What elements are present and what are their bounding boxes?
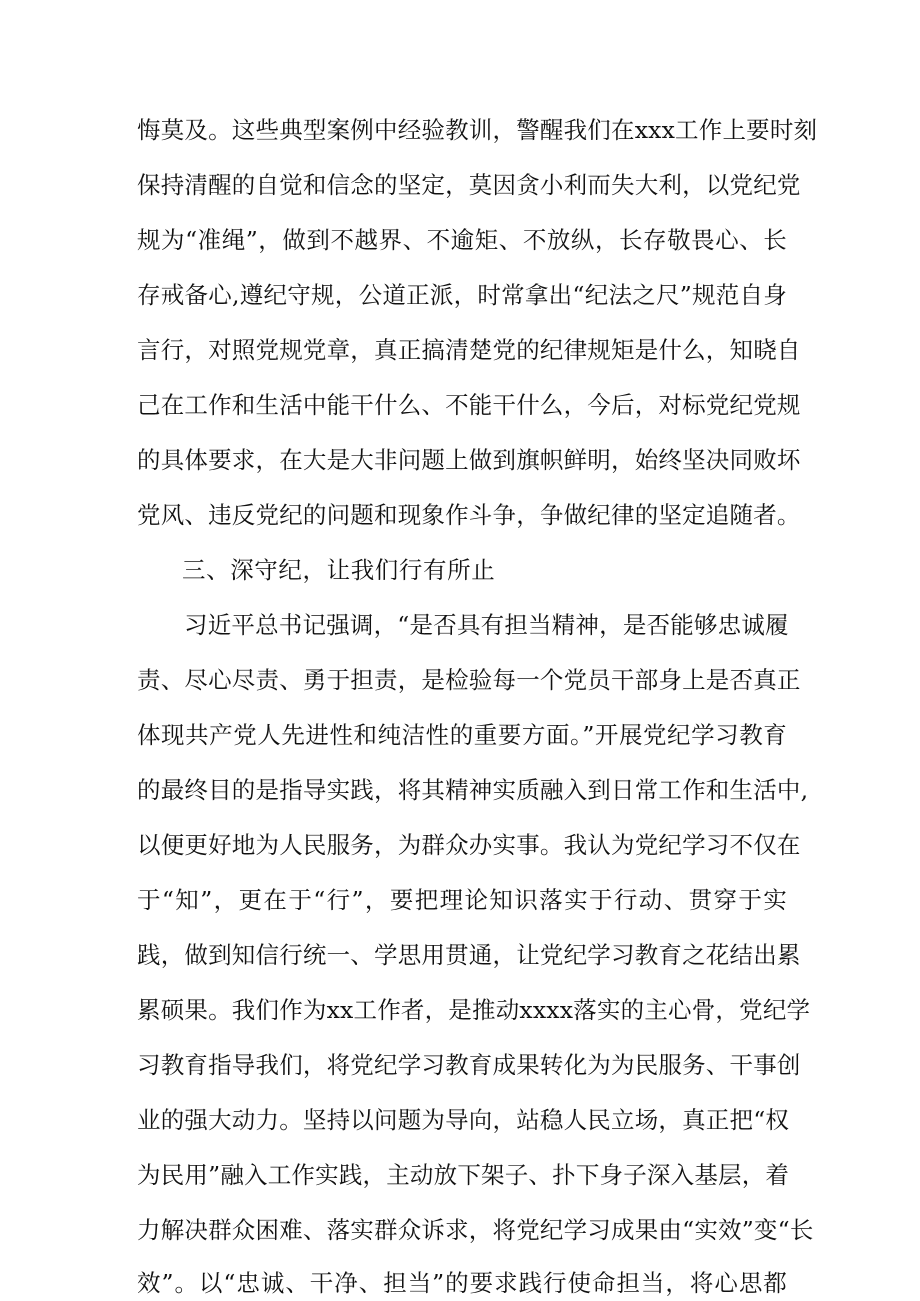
paragraph-2-line: 以便更好地为人民服务，为群众办实事。我认为党纪学习不仅在 — [137, 831, 801, 859]
paragraph-2-line: 习近平总书记强调，“是否具有担当精神，是否能够忠诚履 — [184, 611, 789, 639]
paragraph-2-line: 累硕果。我们作为xx工作者，是推动xxxx落实的主心骨，党纪学 — [137, 996, 811, 1024]
paragraph-1-line: 言行，对照党规党章，真正搞清楚党的纪律规矩是什么，知晓自 — [137, 336, 801, 364]
paragraph-2-line: 习教育指导我们，将党纪学习教育成果转化为为民服务、干事创 — [137, 1051, 801, 1079]
paragraph-1-line: 保持清醒的自觉和信念的坚定，莫因贪小利而失大利，以党纪党 — [137, 171, 801, 199]
paragraph-2-line: 业的强大动力。坚持以问题为导向，站稳人民立场，真正把“权 — [137, 1106, 790, 1134]
paragraph-1-line: 己在工作和生活中能干什么、不能干什么，今后，对标党纪党规 — [137, 391, 801, 419]
paragraph-2-line: 力解决群众困难、落实群众诉求，将党纪学习成果由“实效”变“长 — [137, 1216, 814, 1244]
paragraph-2-line: 责、尽心尽责、勇于担责，是检验每一个党员干部身上是否真正 — [137, 666, 801, 694]
paragraph-1-line: 存戒备心,遵纪守规，公道正派，时常拿出“纪法之尺”规范自身 — [137, 281, 787, 309]
paragraph-2-line: 的最终目的是指导实践，将其精神实质融入到日常工作和生活中, — [137, 776, 809, 804]
paragraph-2-line: 体现共产党人先进性和纯洁性的重要方面。”开展党纪学习教育 — [137, 721, 787, 749]
paragraph-1-line: 的具体要求，在大是大非问题上做到旗帜鲜明，始终坚决同败坏 — [137, 446, 801, 474]
paragraph-2-line: 效”。以“忠诚、干净、担当”的要求践行使命担当，将心思都 — [137, 1269, 787, 1297]
paragraph-1-line: 党风、违反党纪的问题和现象作斗争，争做纪律的坚定追随者。 — [137, 501, 801, 529]
paragraph-1-line: 规为“准绳”，做到不越界、不逾矩、不放纵，长存敬畏心、长 — [137, 226, 787, 254]
paragraph-2-line: 于“知”，更在于“行”，要把理论知识落实于行动、贯穿于实 — [137, 886, 787, 914]
paragraph-2-line: 践，做到知信行统一、学思用贯通，让党纪学习教育之花结出累 — [137, 941, 801, 969]
section-heading: 三、深守纪，让我们行有所止 — [182, 556, 496, 584]
paragraph-2-line: 为民用”融入工作实践，主动放下架子、扑下身子深入基层，着 — [137, 1161, 790, 1189]
paragraph-1-line: 悔莫及。这些典型案例中经验教训，警醒我们在xxx工作上要时刻 — [137, 116, 818, 144]
